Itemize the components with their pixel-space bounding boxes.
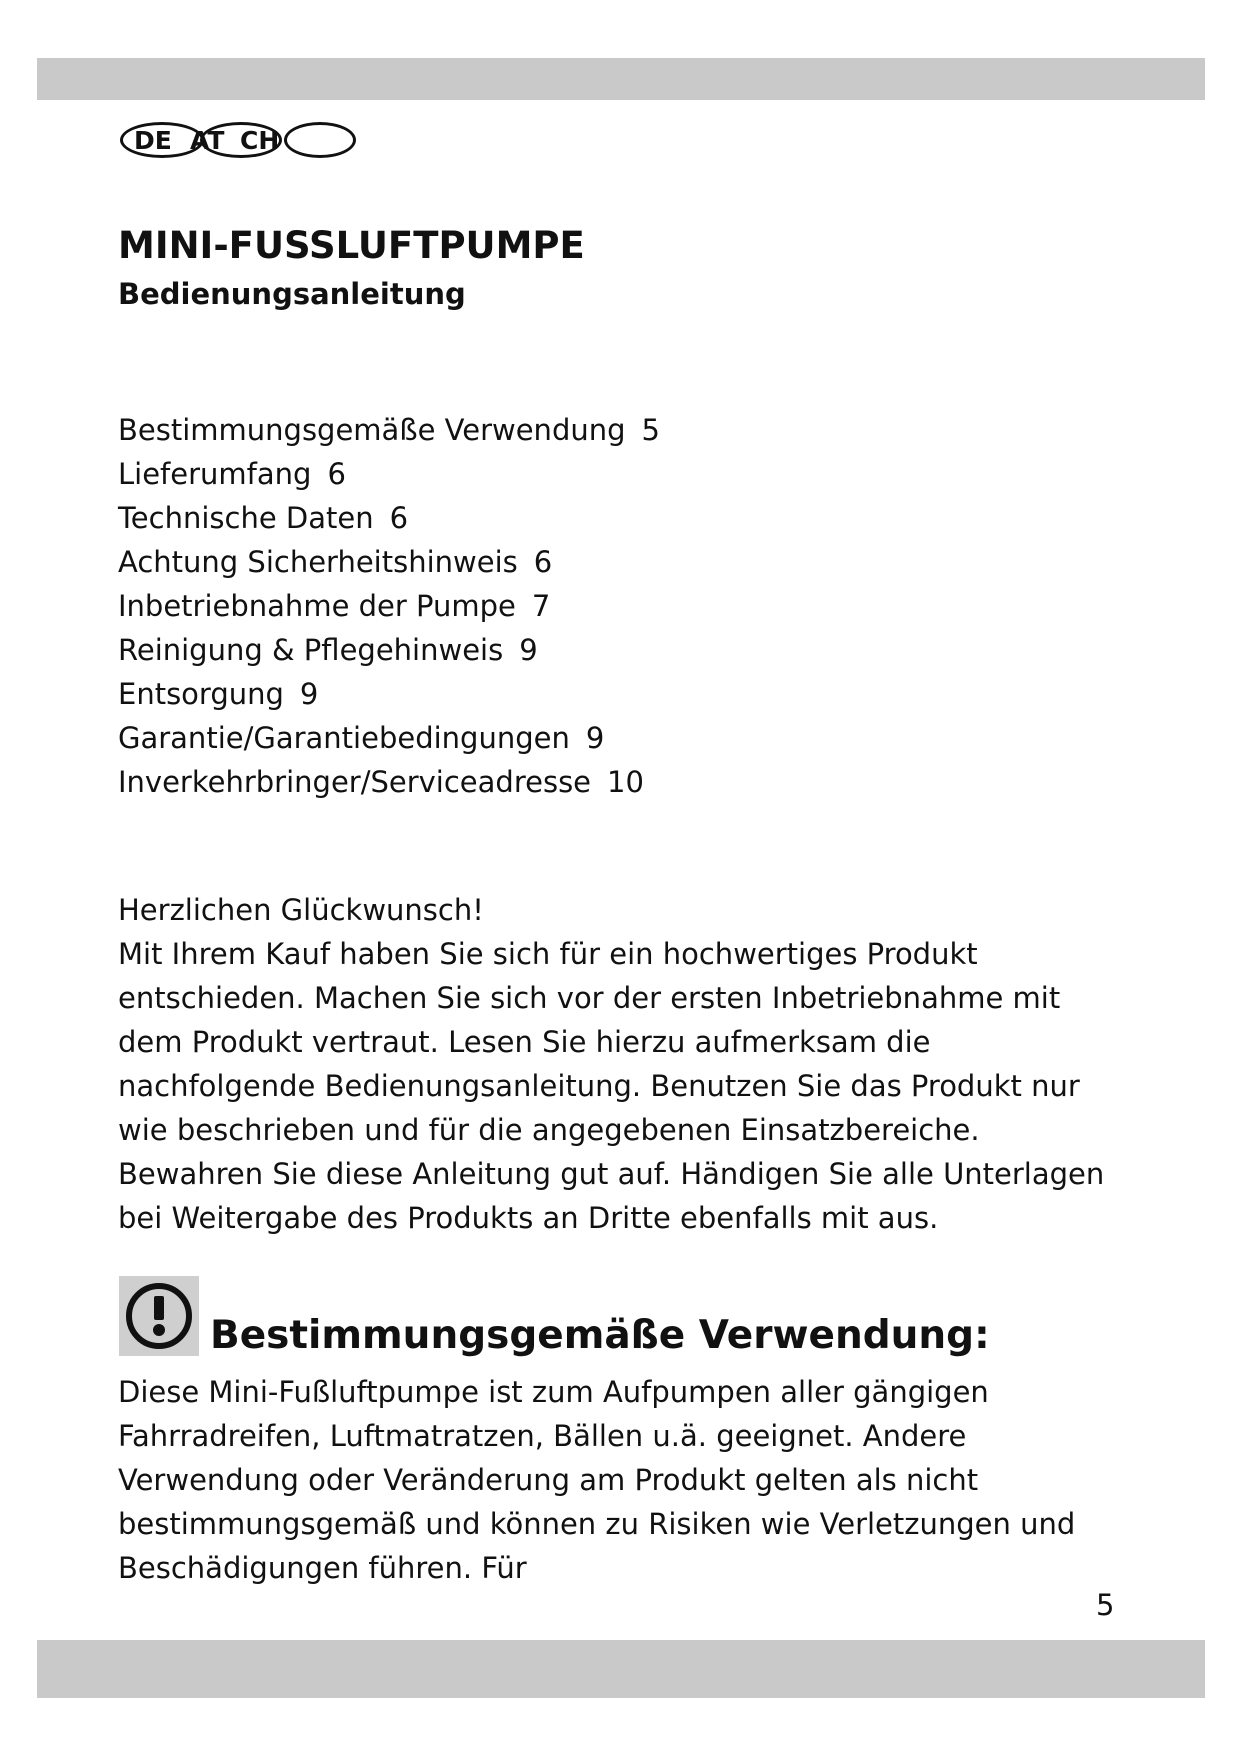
toc-item-page: 9 bbox=[299, 677, 319, 711]
toc-item bbox=[118, 452, 660, 496]
toc-item-page: 6 bbox=[327, 457, 346, 491]
section-text: Diese Mini-Fußluftpumpe ist zum Aufpumpen aller gängigen Fahrradreifen, Luftmatratzen, Bällen u.ä. geeignet. Andere Verwendung oder Veränderung am Produkt gelten als nicht bestimmungsgemäß und können zu Risiken wie Verletzungen und Beschädigungen führen. Für bbox=[118, 1375, 1076, 1585]
toc-item-page: 7 bbox=[531, 589, 551, 623]
toc-item-label: Lieferumfang bbox=[118, 457, 312, 491]
toc-item-label: Inbetriebnahme der Pumpe bbox=[118, 589, 516, 623]
toc-item bbox=[118, 760, 660, 804]
toc-item-label: Achtung Sicherheitshinweis bbox=[118, 545, 518, 579]
toc-item-label: Inverkehrbringer/Serviceadresse bbox=[118, 765, 592, 799]
toc-item bbox=[118, 496, 660, 540]
toc-item-page: 6 bbox=[389, 501, 409, 535]
toc-item-page: 10 bbox=[607, 765, 644, 799]
badge-label-de: DE bbox=[134, 126, 172, 155]
document-subtitle: Bedienungsanleitung bbox=[118, 277, 466, 311]
toc-item bbox=[118, 540, 660, 584]
intro-text: Mit Ihrem Kauf haben Sie sich für ein hochwertiges Produkt entschieden. Machen Sie sich vor der ersten Inbetriebnahme mit dem Produkt vertraut. Lesen Sie hierzu aufmerksam die nachfolgende Bedienungsanleitung. Benutzen Sie das Produkt nur wie beschrieben und für die angegebenen Einsatzbereiche. Bewahren Sie diese Anleitung gut auf. Händigen Sie alle Unterlagen bei Weitergabe des Produkts an Dritte ebenfalls mit aus. bbox=[118, 937, 1105, 1235]
toc-item-page: 6 bbox=[533, 545, 553, 579]
toc-item bbox=[118, 584, 660, 628]
toc-item-page: 5 bbox=[641, 413, 660, 447]
toc-item-page: 9 bbox=[519, 633, 538, 667]
section-heading: Bestimmungsgemäße Verwendung: bbox=[210, 1313, 990, 1358]
top-gray-bar bbox=[37, 58, 1205, 100]
exclamation-icon bbox=[119, 1276, 199, 1356]
toc-item-page: 9 bbox=[585, 721, 605, 755]
badge-label-ch: CH bbox=[240, 126, 280, 155]
toc-item-label: Technische Daten bbox=[118, 501, 374, 535]
bottom-gray-bar bbox=[37, 1640, 1205, 1698]
toc-item-label: Bestimmungsgemäße Verwendung bbox=[118, 413, 626, 447]
toc-item bbox=[118, 716, 660, 760]
page-number: 5 bbox=[1096, 1588, 1115, 1622]
toc-item-label: Reinigung & Pflegehinweis bbox=[118, 633, 504, 667]
toc-item bbox=[118, 628, 660, 672]
document-title: MINI-FUSSLUFTPUMPE bbox=[118, 224, 585, 267]
intro-greeting: Herzlichen Glückwunsch! bbox=[118, 893, 484, 927]
toc-item bbox=[118, 408, 660, 452]
badge-label-at: AT bbox=[190, 126, 225, 155]
toc-item bbox=[118, 672, 660, 716]
table-of-contents bbox=[118, 408, 660, 804]
country-badges bbox=[118, 118, 368, 166]
toc-item-label: Entsorgung bbox=[118, 677, 284, 711]
toc-item-label: Garantie/Garantiebedingungen bbox=[118, 721, 570, 755]
badge-oval-ch bbox=[284, 122, 356, 158]
